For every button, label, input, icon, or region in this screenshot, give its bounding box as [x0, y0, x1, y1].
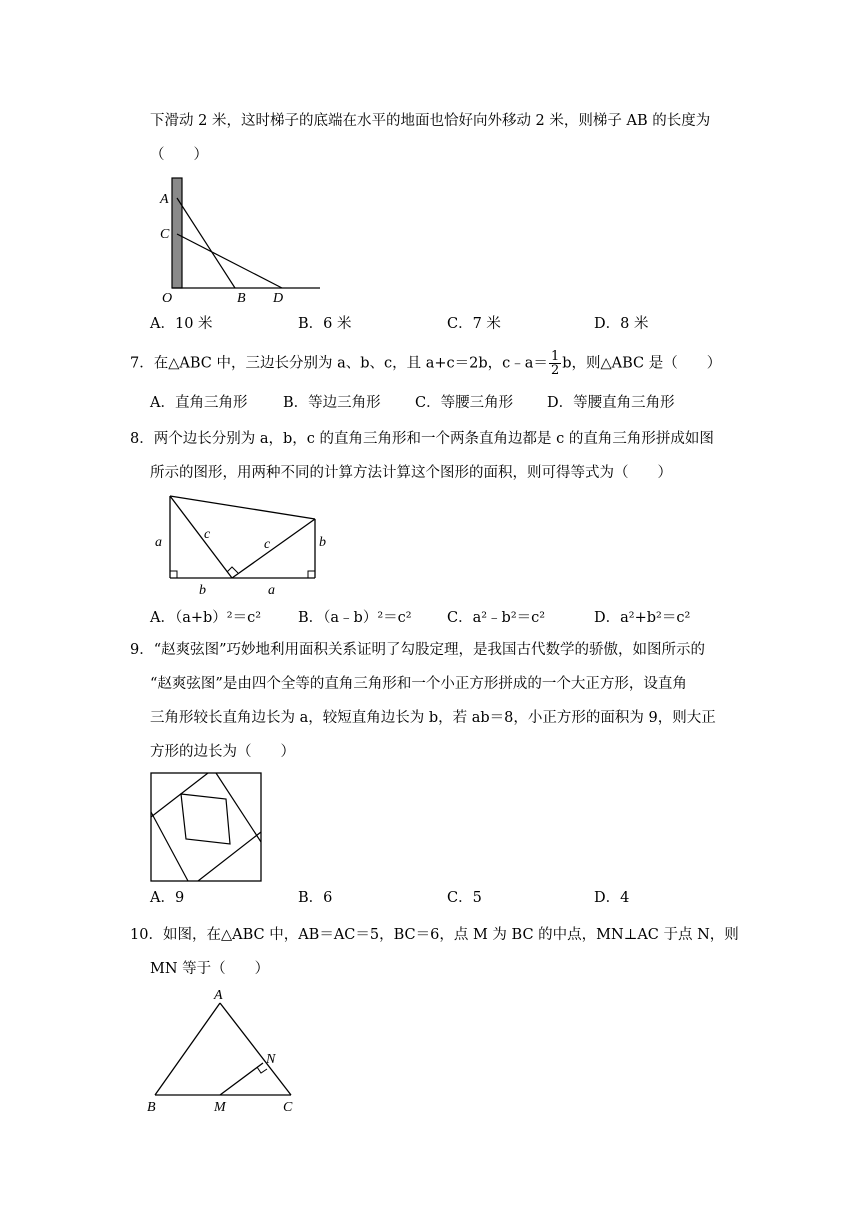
q10-triangle-figure — [140, 985, 310, 1120]
q10-label-m: M — [214, 1100, 226, 1115]
q7-fraction — [549, 350, 561, 377]
q6-label-b: B — [237, 291, 246, 306]
q10-text-line1: 10．如图，在△ABC 中，AB＝AC＝5，BC＝6，点 M 为 BC 的中点，MN⊥AC 于点 N，则 — [130, 927, 739, 943]
q10-label-b: B — [147, 1100, 156, 1115]
q8-option-a: A．（a+b）²＝c² — [150, 610, 262, 626]
q9-text-line4: 方形的边长为（ ） — [150, 744, 295, 760]
q9-text-line3: 三角形较长直角边长为 a，较短直角边长为 b，若 ab＝8，小正方形的面积为 9，则大正 — [150, 710, 716, 726]
q7-frac-den: 2 — [550, 363, 560, 378]
q8-label-a-bottom: a — [268, 583, 275, 598]
q8-label-b-right: b — [319, 535, 326, 550]
q9-text-line1: 9．“赵爽弦图”巧妙地利用面积关系证明了勾股定理，是我国古代数学的骄傲，如图所示的 — [130, 642, 706, 658]
q7-frac-num: 1 — [550, 349, 560, 364]
q6-option-b: B．6 米 — [298, 316, 352, 332]
q9-option-d: D．4 — [594, 890, 630, 906]
q6-label-d: D — [273, 291, 284, 306]
q10-label-c: C — [283, 1100, 293, 1115]
q8-option-b: B．（a﹣b）²＝c² — [298, 610, 412, 626]
q7-text — [130, 350, 721, 377]
q6-label-a: A — [160, 192, 169, 207]
q8-option-c: C．a²﹣b²＝c² — [447, 610, 546, 626]
q8-text-line1: 8．两个边长分别为 a，b，c 的直角三角形和一个两条直角边都是 c 的直角三角形拼成如图 — [130, 431, 714, 447]
q6-ladder-figure — [150, 170, 330, 305]
q7-option-d: D．等腰直角三角形 — [547, 395, 675, 411]
q6-option-c: C．7 米 — [447, 316, 501, 332]
q6-text-line1: 下滑动 2 米，这时梯子的底端在水平的地面也恰好向外移动 2 米，则梯子 AB 的长度为 — [150, 113, 711, 129]
q9-zhao-shuang-figure — [150, 772, 265, 884]
q7-option-c: C．等腰三角形 — [415, 395, 514, 411]
q10-label-n: N — [266, 1052, 276, 1067]
q10-label-a: A — [214, 988, 223, 1003]
q7-text-pre: 7．在△ABC 中，三边长分别为 a、b、c，且 a+c＝2b，c﹣a＝ — [130, 355, 548, 372]
q6-label-o: O — [162, 291, 173, 306]
q6-option-a: A．10 米 — [150, 316, 213, 332]
q8-option-d: D．a²+b²＝c² — [594, 610, 691, 626]
q7-option-b: B．等边三角形 — [283, 395, 381, 411]
q8-trapezoid-figure — [150, 490, 340, 600]
q6-option-d: D．8 米 — [594, 316, 649, 332]
q9-option-a: A．9 — [150, 890, 185, 906]
q8-text-line2: 所示的图形，用两种不同的计算方法计算这个图形的面积，则可得等式为（ ） — [150, 465, 672, 481]
q8-label-c-left: c — [204, 527, 211, 542]
q6-text-line2: （ ） — [150, 147, 208, 163]
q8-label-b-bottom: b — [199, 583, 206, 598]
q9-option-b: B．6 — [298, 890, 333, 906]
q7-text-post: b，则△ABC 是（ ） — [562, 355, 722, 372]
q8-label-c-right: c — [264, 537, 271, 552]
q9-option-c: C．5 — [447, 890, 482, 906]
q10-text-line2: MN 等于（ ） — [150, 961, 270, 977]
q8-label-a-left: a — [155, 535, 162, 550]
q6-label-c: C — [160, 227, 170, 242]
q9-text-line2: “赵爽弦图”是由四个全等的直角三角形和一个小正方形拼成的一个大正方形，设直角 — [150, 676, 687, 692]
q7-option-a: A．直角三角形 — [150, 395, 248, 411]
